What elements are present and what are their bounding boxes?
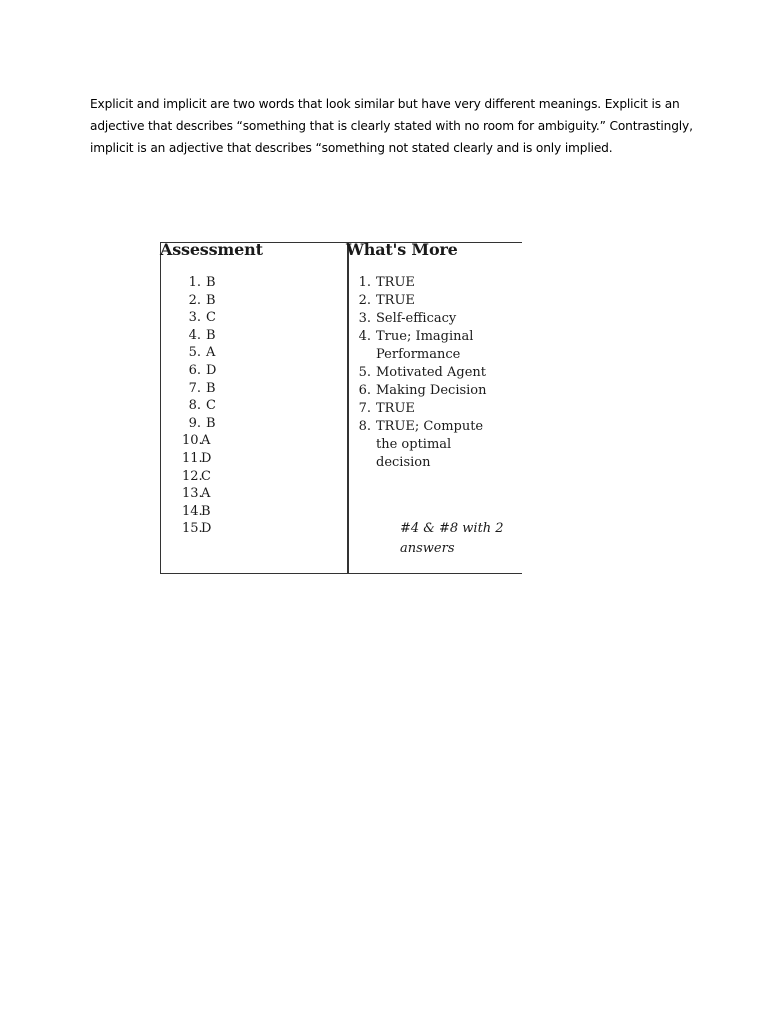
whats-more-item: 4. True; Imaginal Performance xyxy=(358,329,474,362)
assessment-item: 15. D xyxy=(182,521,212,537)
assessment-item: 5. A xyxy=(188,345,216,361)
whats-more-answer-list xyxy=(352,274,501,472)
intro-paragraph xyxy=(90,93,693,159)
column-divider xyxy=(347,243,349,573)
intro-line-3: implicit is an adjective that describes “something not stated clearly and is only implied. xyxy=(90,141,613,155)
whats-more-item: 6. Making Decision xyxy=(358,383,487,398)
assessment-heading: Assessment xyxy=(160,240,263,259)
assessment-item: 2. B xyxy=(188,292,216,308)
whats-more-item: 2. TRUE xyxy=(358,293,415,308)
whats-more-item: 1. TRUE xyxy=(358,275,415,290)
whats-more-item: 5. Motivated Agent xyxy=(358,365,486,380)
assessment-item: 12. C xyxy=(182,468,211,484)
assessment-item: 7. B xyxy=(188,380,216,396)
intro-line-1: Explicit and implicit are two words that look similar but have very different meanings. Explicit is an xyxy=(90,97,680,111)
assessment-item: 8. C xyxy=(188,398,216,414)
assessment-item: 11. D xyxy=(182,450,212,466)
assessment-item: 3. C xyxy=(188,310,216,326)
assessment-item: 10. A xyxy=(182,433,211,449)
assessment-item: 14. B xyxy=(182,503,211,519)
assessment-item: 1. B xyxy=(188,275,216,290)
assessment-answer-list xyxy=(182,274,216,538)
whats-more-item: 7. TRUE xyxy=(358,401,415,416)
assessment-item: 4. B xyxy=(188,327,216,343)
whats-more-note: #4 & #8 with 2 answers xyxy=(400,521,504,556)
whats-more-item: 8. TRUE; Compute the optimal decision xyxy=(358,419,484,470)
answer-key-image xyxy=(150,212,522,582)
assessment-item: 9. B xyxy=(188,415,216,431)
assessment-item: 6. D xyxy=(188,362,217,378)
assessment-item: 13. A xyxy=(182,486,211,502)
whats-more-item: 3. Self-efficacy xyxy=(358,311,457,326)
intro-line-2: adjective that describes “something that is clearly stated with no room for ambiguity.” Contrastingly, xyxy=(90,119,693,133)
whats-more-heading: What's More xyxy=(346,240,458,259)
